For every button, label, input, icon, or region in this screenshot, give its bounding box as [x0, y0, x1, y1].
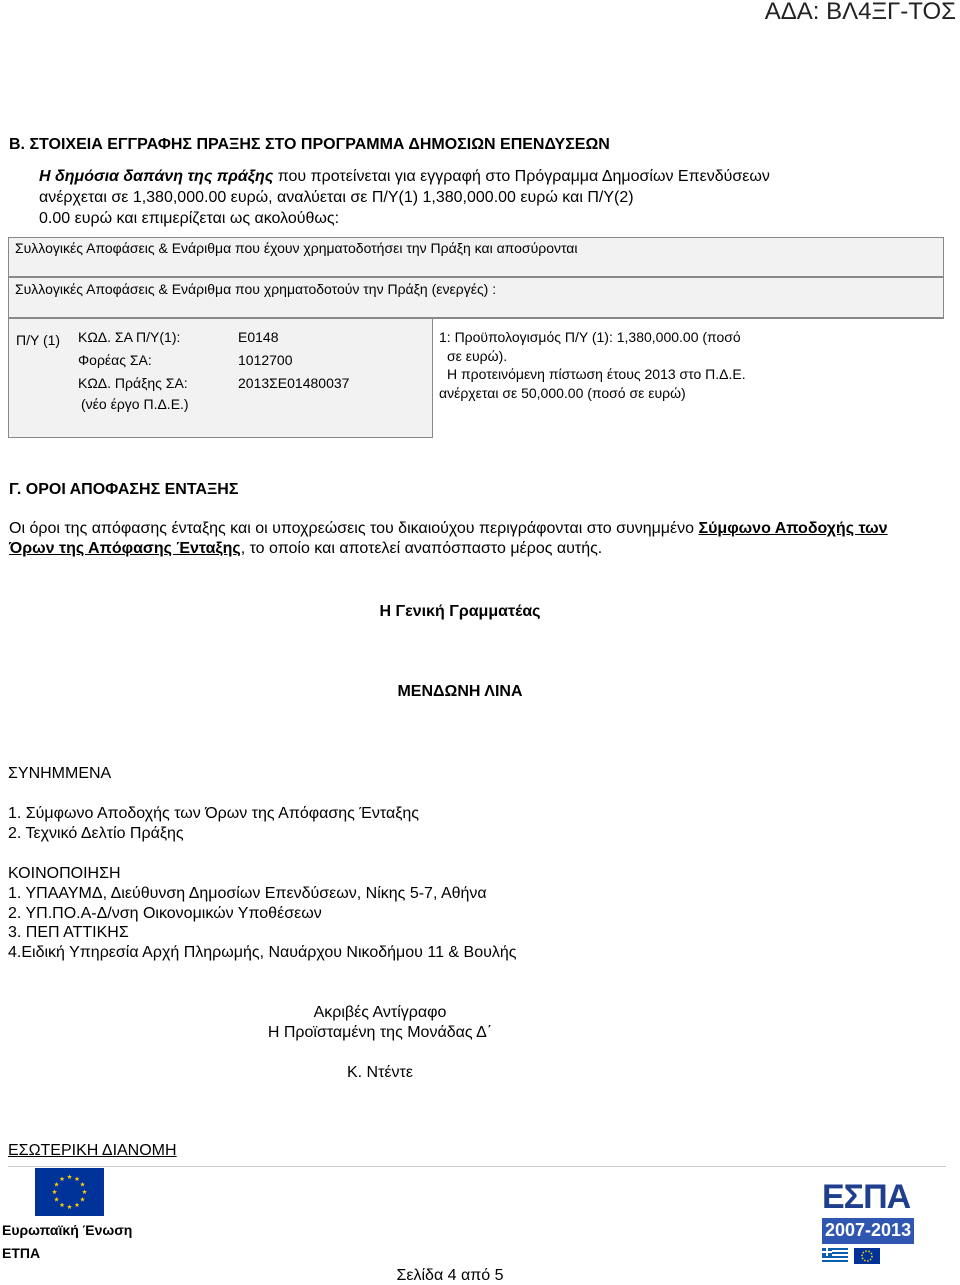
- kod-praxis-label: ΚΩΔ. Πράξης ΣΑ:: [78, 375, 188, 391]
- signature-name: ΜΕΝΔΩΝΗ ΛΙΝΑ: [397, 683, 523, 700]
- budget-label: 1: Προϋπολογισμός Π/Υ (1):: [439, 329, 613, 345]
- budget-line3: Η προτεινόμενη πίστωση έτους 2013 στο Π.Δ.Ε.: [447, 366, 746, 382]
- notification-item-4: 4.Ειδική Υπηρεσία Αρχή Πληρωμής, Ναυάρχου Νικοδήμου 11 & Βουλής: [8, 944, 517, 961]
- eu-star-icon: [82, 1189, 87, 1194]
- foreas-value: 1012700: [238, 352, 293, 368]
- eu-star-icon: [54, 1197, 59, 1202]
- internal-distribution-title: ΕΣΩΤΕΡΙΚΗ ΔΙΑΝΟΜΗ: [8, 1142, 177, 1159]
- budget-line4: ανέρχεται σε 50,000.00 (ποσό σε ευρώ): [439, 385, 686, 401]
- page-number: Σελίδα 4 από 5: [396, 1267, 504, 1284]
- notification-item-2: 2. ΥΠ.ΠΟ.Α-Δ/νση Οικονομικών Υποθέσεων: [8, 905, 322, 922]
- foreas-label: Φορέας ΣΑ:: [78, 352, 152, 368]
- copy-name: Κ. Ντέντε: [346, 1064, 414, 1081]
- notification-item-1: 1. ΥΠΑΑΥΜΔ, Διεύθυνση Δημοσίων Επενδύσεων, Νίκης 5-7, Αθήνα: [8, 885, 487, 902]
- py-label: Π/Υ (1): [16, 332, 61, 348]
- neo-ergo-label: (νέο έργο Π.Δ.Ε.): [81, 396, 189, 412]
- eu-star-icon: [80, 1182, 85, 1187]
- section-b-line2: ανέρχεται σε 1,380,000.00 ευρώ, αναλύεται σε Π/Υ(1) 1,380,000.00 ευρώ και Π/Υ(2): [39, 189, 634, 206]
- section-b-title: Β. ΣΤΟΙΧΕΙΑ ΕΓΓΡΑΦΗΣ ΠΡΑΞΗΣ ΣΤΟ ΠΡΟΓΡΑΜΜΑ ΔΗΜΟΣΙΩΝ ΕΠΕΝΔΥΣΕΩΝ: [9, 136, 610, 153]
- attachment-item-2: 2. Τεχνικό Δελτίο Πράξης: [8, 825, 184, 842]
- public-expense-text: που προτείνεται για εγγραφή στο Πρόγραμμα Δημοσίων Επενδύσεων: [273, 168, 770, 185]
- section-b-line3: 0.00 ευρώ και επιμερίζεται ως ακολούθως:: [39, 210, 340, 227]
- agreement-link-part1: Σύμφωνο Αποδοχής των: [698, 520, 888, 537]
- etpa-label: ΕΤΠΑ: [2, 1245, 41, 1261]
- kod-sa-value: Ε0148: [238, 329, 279, 345]
- copy-line1: Ακριβές Αντίγραφο: [313, 1004, 447, 1021]
- eu-star-icon: [80, 1197, 85, 1202]
- eu-star-icon: [52, 1189, 57, 1194]
- eu-star-icon: [60, 1202, 65, 1207]
- withdrawn-decisions-box: [8, 237, 944, 277]
- espa-logo-band: [822, 1218, 914, 1244]
- eu-star-icon: [75, 1176, 80, 1181]
- eu-small-flag-icon: [854, 1248, 880, 1264]
- budget-cell: [432, 319, 945, 438]
- eu-star-icon: [75, 1202, 80, 1207]
- section-g-text1: Οι όροι της απόφασης ένταξης και οι υποχρεώσεις του δικαιούχου περιγράφονται στο συνημμένο: [9, 520, 699, 537]
- section-b-line1: [39, 168, 770, 186]
- notification-title: ΚΟΙΝΟΠΟΙΗΣΗ: [8, 865, 121, 882]
- eu-flag-icon: [35, 1168, 104, 1216]
- eu-star-icon: [60, 1176, 65, 1181]
- budget-line1: [439, 329, 741, 345]
- kod-praxis-value: 2013ΣΕ01480037: [238, 375, 350, 391]
- espa-logo-title: ΕΣΠΑ: [822, 1178, 911, 1216]
- eu-star-icon: [67, 1174, 72, 1179]
- copy-line2: Η Προϊσταμένη της Μονάδας Δ΄: [267, 1024, 493, 1041]
- section-g-title: Γ. ΟΡΟΙ ΑΠΟΦΑΣΗΣ ΕΝΤΑΞΗΣ: [9, 481, 239, 498]
- public-expense-label: Η δημόσια δαπάνη της πράξης: [39, 168, 274, 185]
- footer-divider: [8, 1166, 946, 1167]
- attachment-item-1: 1. Σύμφωνο Αποδοχής των Όρων της Απόφασης Ένταξης: [8, 805, 419, 822]
- active-decisions-text: Συλλογικές Αποφάσεις & Ενάριθμα που χρηματοδοτούν την Πράξη (ενεργές) :: [15, 281, 497, 297]
- section-g-para2: [9, 540, 602, 558]
- signature-role: Η Γενική Γραμματέας: [379, 603, 541, 620]
- section-g-para1: [9, 520, 888, 538]
- kod-sa-label: ΚΩΔ. ΣΑ Π/Υ(1):: [78, 329, 181, 345]
- espa-logo-years: 2007-2013: [825, 1220, 912, 1240]
- active-decisions-box: [8, 277, 944, 318]
- withdrawn-decisions-text: Συλλογικές Αποφάσεις & Ενάριθμα που έχουν χρηματοδοτήσει την Πράξη και αποσύρονται: [15, 240, 578, 256]
- eu-star-icon: [54, 1182, 59, 1187]
- budget-table: [8, 318, 944, 438]
- section-g-text2: , το οποίο και αποτελεί αναπόσπαστο μέρος αυτής.: [240, 540, 603, 557]
- eu-star-icon: [67, 1204, 72, 1209]
- notification-item-3: 3. ΠΕΠ ΑΤΤΙΚΗΣ: [8, 924, 129, 941]
- espa-logo-icon: [822, 1178, 914, 1271]
- greek-flag-icon: [822, 1248, 848, 1264]
- agreement-link-part2: Όρων της Απόφασης Ένταξης: [9, 540, 241, 557]
- eu-label: Ευρωπαϊκή Ένωση: [2, 1222, 133, 1238]
- ada-code: ΑΔΑ: ΒΛ4ΞΓ-ΤΟΣ: [764, 0, 956, 25]
- budget-line2: σε ευρώ).: [447, 348, 508, 364]
- budget-value: 1,380,000.00 (ποσό: [612, 329, 741, 345]
- attachments-title: ΣΥΝΗΜΜΕΝΑ: [8, 765, 112, 782]
